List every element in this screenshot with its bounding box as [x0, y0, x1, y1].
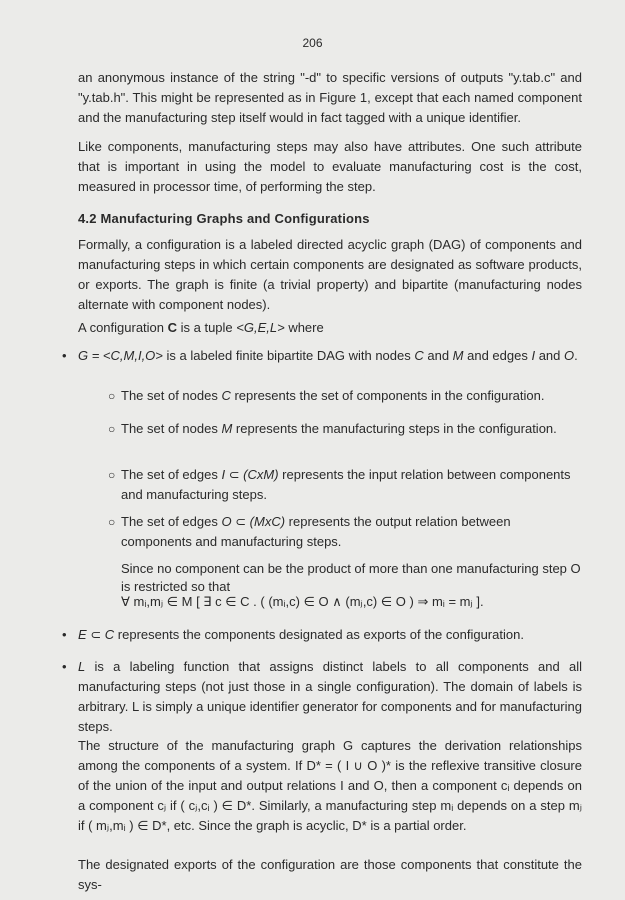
restriction-formula: ∀ mᵢ,mⱼ ∈ M [ ∃ c ∈ C . ( (mᵢ,c) ∈ O ∧ (mⱼ,c) ∈ O ) ⇒ mᵢ = mⱼ ]. [121, 594, 484, 609]
restriction-note: Since no component can be the product of more than one manufacturing step O is restricted so that [121, 561, 581, 594]
bullet-icon: • [62, 348, 67, 363]
paragraph-3: Formally, a configuration is a labeled directed acyclic graph (DAG) of components and manufacturing steps in which certain components are designated as software products, or exports. The graph is finite (a trivial property) and bipartite (manufacturing nodes alternate with component nodes). [78, 237, 582, 312]
paragraph-2: Like components, manufacturing steps may also have attributes. One such attribute that is important in using the model to evaluate manufacturing cost is the cost, measured in processor time, of performing the step. [78, 139, 582, 194]
paragraph-4: The structure of the manufacturing graph G captures the derivation relationships among the components of a system. If D* = ( I ∪ O )* is the reflexive transitive closure of the union of the input and output relations I and O, then a component cᵢ depends on a component cⱼ if ( cⱼ,cᵢ ) ∈ D*. Similarly, a manufacturing step mᵢ depends on a step mⱼ if ( mⱼ,mᵢ ) ∈ D*, etc. Since the graph is acyclic, D* is a partial order. [78, 738, 582, 833]
bullet-g: • G = <C,M,I,O> is a labeled finite bipartite DAG with nodes C and M and edges I and O. [62, 346, 582, 366]
paragraph-1: an anonymous instance of the string "-d" to specific versions of outputs "y.tab.c" and "y.tab.h". This might be represented as in Figure 1, except that each named component and the manufacturing step itself would in fact tagged with a unique identifier. [78, 70, 582, 125]
circle-bullet-icon: ○ [108, 389, 116, 403]
bullet-icon: • [62, 659, 67, 674]
section-heading: 4.2 Manufacturing Graphs and Configurations [78, 211, 370, 226]
page-number: 206 [302, 36, 323, 50]
sub-bullet-edges-o: ○ The set of edges O ⊂ (MxC) represents the output relation between components and manufacturing steps. [108, 514, 511, 549]
circle-bullet-icon: ○ [108, 515, 116, 529]
sub-bullet-nodes-c: ○ The set of nodes C represents the set of components in the configuration. [108, 386, 582, 406]
bullet-l: • L is a labeling function that assigns distinct labels to all components and all manufacturing steps (not just those in a single configuration). The domain of labels is arbitrary. L is simply a unique identifier generator for components and for manufacturing steps. [62, 659, 582, 734]
paragraph-5: The designated exports of the configuration are those components that constitute the sys- [78, 857, 582, 892]
sub-bullet-nodes-m: ○ The set of nodes M represents the manufacturing steps in the configuration. [108, 419, 582, 439]
bullet-icon: • [62, 627, 67, 642]
sub-bullet-edges-i: ○ The set of edges I ⊂ (CxM) represents the input relation between components and manufacturing steps. [108, 467, 571, 502]
bullet-e: • E ⊂ C represents the components designated as exports of the configuration. [62, 625, 582, 645]
circle-bullet-icon: ○ [108, 468, 116, 482]
config-definition: A configuration C is a tuple <G,E,L> where [78, 320, 324, 335]
circle-bullet-icon: ○ [108, 422, 116, 436]
